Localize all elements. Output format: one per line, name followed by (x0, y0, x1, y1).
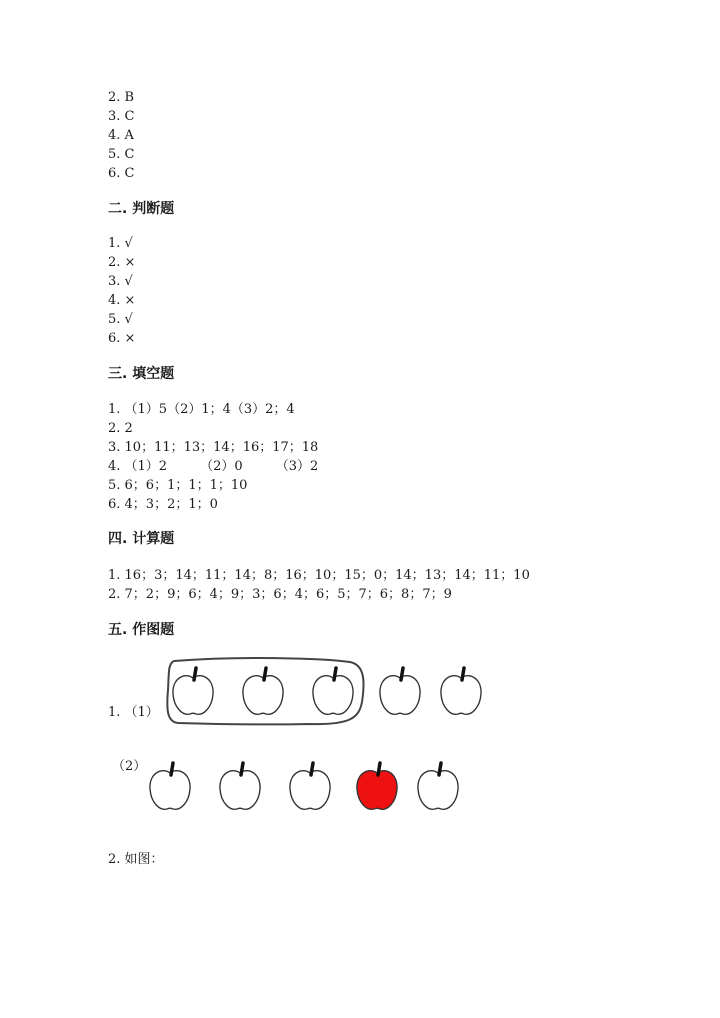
apple-icon (220, 763, 260, 809)
question-label: 1. （1） (108, 705, 159, 720)
apples-highlight-figure (140, 755, 480, 815)
answer-line: 4. × (108, 293, 136, 308)
answer-line: 1. （1）5（2）1；4（3）2；4 (108, 402, 295, 417)
section-heading: 四. 计算题 (108, 531, 175, 547)
section-heading: 二. 判断题 (108, 201, 175, 217)
answer-line: 4. （1）2 （2）0 （3）2 (108, 459, 319, 474)
answer-line: 3. C (108, 109, 135, 124)
section-heading: 三. 填空题 (108, 366, 175, 382)
answer-line: 2. 7；2；9；6；4；9；3；6；4；6；5；7；6；8；7；9 (108, 587, 452, 602)
answer-line: 1. 16；3；14；11；14；8；16；10；15；0；14；13；14；11；10 (108, 568, 530, 583)
answer-line: 5. √ (108, 312, 133, 327)
apple-icon (418, 763, 458, 809)
apple-icon (313, 668, 353, 714)
apple-icon (290, 763, 330, 809)
apple-icon (150, 763, 190, 809)
apple-icon (243, 668, 283, 714)
section-heading: 五. 作图题 (108, 622, 175, 638)
red-apple-icon (357, 763, 397, 809)
apples-highlight-svg (140, 755, 480, 815)
answer-line: 2. × (108, 255, 136, 270)
answer-line: 6. × (108, 331, 136, 346)
answer-line: 5. 6；6；1；1；1；10 (108, 478, 248, 493)
answer-line: 6. 4；3；2；1；0 (108, 497, 218, 512)
answer-line: 6. C (108, 166, 135, 181)
apples-circled-svg (160, 652, 500, 732)
answer-line: 1. √ (108, 236, 133, 251)
answer-line: 3. √ (108, 274, 133, 289)
apple-icon (380, 668, 420, 714)
answer-line: 5. C (108, 147, 135, 162)
apple-icon (173, 668, 213, 714)
question-label: （2） (112, 759, 147, 774)
answer-line: 2. B (108, 90, 135, 105)
apples-circled-figure (160, 652, 500, 732)
question-label: 2. 如图： (108, 852, 164, 867)
answer-line: 2. 2 (108, 421, 133, 436)
answer-line: 3. 10；11；13；14；16；17；18 (108, 440, 319, 455)
answer-line: 4. A (108, 128, 134, 143)
apple-icon (441, 668, 481, 714)
